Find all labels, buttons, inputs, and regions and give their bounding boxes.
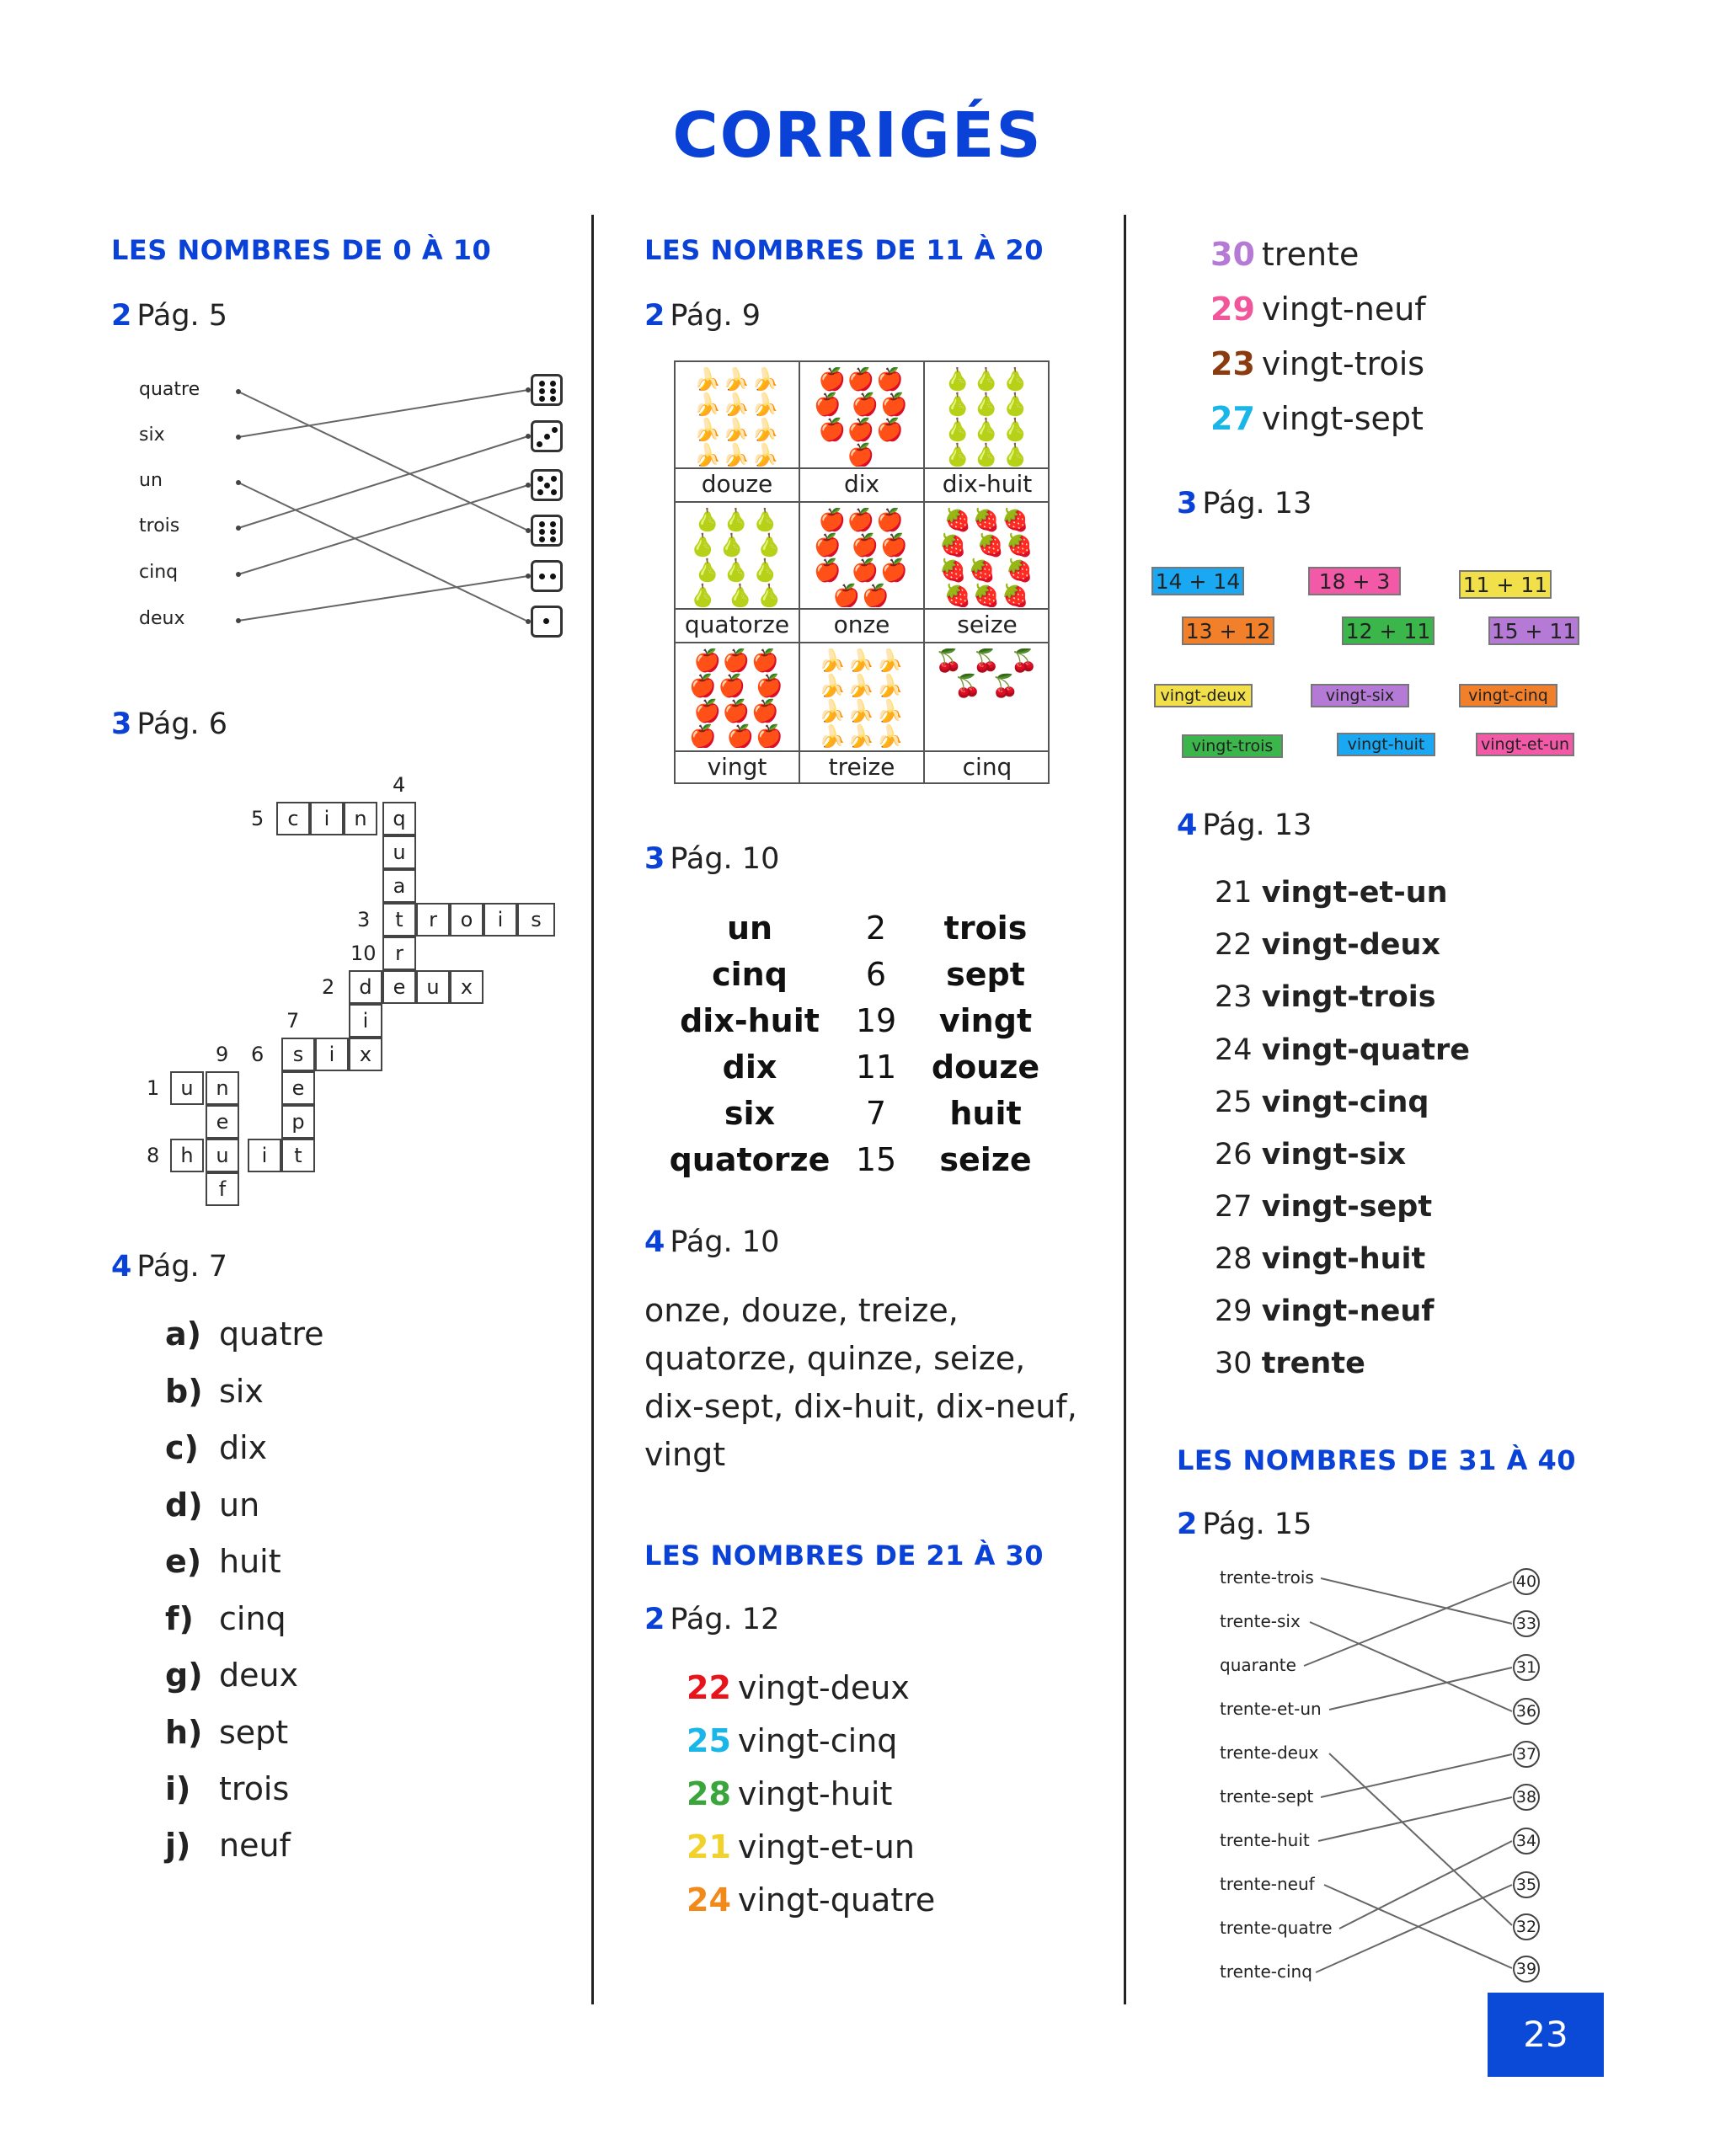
number-circle: 32 xyxy=(1513,1913,1540,1940)
pear-icon: 🍐🍐🍐🍐🍐 🍐🍐🍐🍐🍐 🍐🍐 xyxy=(689,508,785,607)
crossword-number: 7 xyxy=(286,1009,300,1033)
colored-number: 28 xyxy=(687,1775,731,1812)
crossword-number: 1 xyxy=(147,1076,160,1100)
crossword-cell: e xyxy=(281,1071,315,1105)
crossword-number: 5 xyxy=(251,807,264,830)
table-cell: douze xyxy=(931,1049,1040,1086)
exercise-3-label xyxy=(1177,487,1312,520)
exercise-number: 2 xyxy=(1177,1508,1198,1541)
sum-tag: 18 + 3 xyxy=(1308,567,1401,595)
match-word: trente-six xyxy=(1220,1611,1301,1631)
table-cell: six xyxy=(724,1095,776,1132)
colored-number: 29 xyxy=(1210,291,1255,328)
fruit-label: onze xyxy=(800,608,923,642)
dice-six-icon xyxy=(531,515,563,547)
exercise-3-label xyxy=(111,707,227,741)
exercise-number: 2 xyxy=(111,299,132,333)
crossword-cell: p xyxy=(281,1105,315,1139)
section-title-11-20: LES NOMBRES DE 11 À 20 xyxy=(644,234,1044,266)
exercise-4-label xyxy=(644,1225,779,1259)
crossword-cell: i xyxy=(310,802,344,835)
fruit-cell xyxy=(925,362,1050,503)
exercise-page: Pág. 13 xyxy=(1202,808,1312,842)
word-tag: vingt-trois xyxy=(1182,734,1283,758)
banana-icon: 🍌🍌🍌 🍌🍌🍌 🍌🍌🍌🍌🍌🍌 xyxy=(818,648,906,748)
table-cell: 19 xyxy=(855,1002,897,1039)
crossword-cell: i xyxy=(349,1004,382,1038)
crossword-number: 4 xyxy=(393,773,406,797)
fruit-label: cinq xyxy=(925,750,1050,784)
crossword-cell: r xyxy=(382,937,416,970)
exercise-page: Pág. 5 xyxy=(136,299,228,333)
fruit-label: dix xyxy=(800,467,923,501)
section-title-0-10: LES NOMBRES DE 0 À 10 xyxy=(111,234,492,266)
number-word-item: 29 vingt-neuf xyxy=(1210,291,1426,328)
colored-number: 25 xyxy=(687,1722,731,1759)
table-cell: 11 xyxy=(855,1049,897,1086)
crossword-cell: h xyxy=(170,1139,204,1172)
match-word: trente-trois xyxy=(1220,1567,1314,1588)
colored-number: 24 xyxy=(687,1881,731,1919)
crossword-cell: u xyxy=(170,1071,204,1105)
crossword-cell: u xyxy=(382,835,416,869)
match-word: deux xyxy=(139,608,185,629)
crossword-cell: x xyxy=(349,1038,382,1071)
exercise-4-label xyxy=(111,1250,227,1283)
exercise-number: 4 xyxy=(644,1225,665,1259)
dice-six-icon xyxy=(531,374,563,406)
match-word: un xyxy=(139,470,163,491)
list-item: 23 vingt-trois xyxy=(1215,980,1436,1014)
crossword-cell: e xyxy=(382,970,416,1004)
strawberry-icon: 🍓🍓🍓🍓 🍓🍓🍓🍓 🍓🍓🍓🍓 xyxy=(939,508,1035,607)
word-tag: vingt-six xyxy=(1311,684,1409,707)
exercise-4-label xyxy=(1177,808,1312,842)
fruit-label: seize xyxy=(925,608,1050,642)
table-cell: sept xyxy=(946,956,1025,993)
list-item: 21 vingt-et-un xyxy=(1215,876,1448,910)
crossword-number: 2 xyxy=(322,975,335,999)
match-word: trente-neuf xyxy=(1220,1874,1315,1894)
fruit-cell xyxy=(676,362,800,503)
exercise-page: Pág. 6 xyxy=(136,707,228,741)
word-tag: vingt-huit xyxy=(1337,733,1435,756)
exercise-number: 4 xyxy=(111,1250,132,1283)
crossword-cell: i xyxy=(484,903,517,937)
crossword-cell: r xyxy=(416,903,450,937)
fruit-cell xyxy=(800,643,925,784)
crossword-cell: s xyxy=(517,903,555,937)
table-cell: un xyxy=(726,910,773,947)
exercise-page: Pág. 13 xyxy=(1202,487,1312,520)
table-cell: vingt xyxy=(938,1002,1033,1039)
number-word-item: 22 vingt-deux xyxy=(687,1669,910,1706)
exercise-number: 2 xyxy=(644,1603,665,1636)
number-circle: 31 xyxy=(1513,1654,1540,1681)
exercise-2-label xyxy=(111,299,227,333)
sum-tag: 13 + 12 xyxy=(1182,616,1274,645)
list-item: 28 vingt-huit xyxy=(1215,1242,1426,1276)
fruit-label: vingt xyxy=(676,750,799,784)
table-cell: quatorze xyxy=(669,1141,831,1178)
exercise-page: Pág. 9 xyxy=(670,299,761,333)
fruit-cell xyxy=(676,503,800,643)
answer-item: c) dix xyxy=(165,1429,268,1466)
list-item: 22 vingt-deux xyxy=(1215,928,1441,962)
list-item: 26 vingt-six xyxy=(1215,1138,1407,1171)
page-number: 23 xyxy=(1488,1993,1604,2077)
exercise-number: 2 xyxy=(644,299,665,333)
crossword-cell: c xyxy=(276,802,310,835)
match-word: trois xyxy=(139,515,180,536)
table-cell: trois xyxy=(943,910,1028,947)
number-word-item: 21 vingt-et-un xyxy=(687,1828,915,1865)
table-cell: cinq xyxy=(712,956,788,993)
dice-five-icon xyxy=(531,469,563,501)
apple-icon: 🍎🍎🍎🍎 🍎🍎 🍎🍎🍎🍎 xyxy=(814,367,910,467)
number-circle: 37 xyxy=(1513,1741,1540,1768)
match-word: six xyxy=(139,424,165,446)
fruit-cell xyxy=(925,643,1050,784)
word-tag: vingt-cinq xyxy=(1459,684,1557,707)
answer-item: g) deux xyxy=(165,1657,299,1694)
table-cell: 15 xyxy=(855,1141,897,1178)
crossword-number: 10 xyxy=(350,942,377,965)
crossword-number: 8 xyxy=(147,1144,160,1167)
answer-item: h) sept xyxy=(165,1714,289,1751)
page-title: CORRIGÉS xyxy=(672,99,1043,172)
match-word: trente-deux xyxy=(1220,1742,1319,1763)
crossword-cell: d xyxy=(349,970,382,1004)
number-circle: 33 xyxy=(1513,1610,1540,1637)
exercise-page: Pág. 10 xyxy=(670,1225,780,1259)
number-word-item: 27 vingt-sept xyxy=(1210,400,1424,437)
colored-number: 30 xyxy=(1210,236,1255,273)
match-word: trente-cinq xyxy=(1220,1961,1312,1982)
crossword-cell: t xyxy=(382,903,416,937)
number-circle: 36 xyxy=(1513,1698,1540,1725)
fruit-label: douze xyxy=(676,467,799,501)
sum-tag: 11 + 11 xyxy=(1459,570,1552,599)
apple-icon: 🍎🍎🍎🍎 🍎🍎🍎 🍎🍎🍎🍎 xyxy=(814,508,910,607)
number-word-item: 24 vingt-quatre xyxy=(687,1881,936,1919)
exercise-page: Pág. 10 xyxy=(670,842,780,876)
answer-item: d) un xyxy=(165,1486,260,1524)
sum-tag: 14 + 14 xyxy=(1151,567,1244,595)
sequence-text: onze, douze, treize, quatorze, quinze, seize, dix-sept, dix-huit, dix-neuf, vingt xyxy=(644,1292,1077,1473)
crossword-cell: u xyxy=(206,1139,239,1172)
table-cell: huit xyxy=(949,1095,1022,1132)
crossword-cell: s xyxy=(281,1038,315,1071)
number-circle: 38 xyxy=(1513,1784,1540,1811)
answer-item: e) huit xyxy=(165,1543,281,1580)
exercise-page: Pág. 7 xyxy=(136,1250,228,1283)
answer-item: b) six xyxy=(165,1373,264,1410)
dice-four-icon xyxy=(531,560,563,592)
fruit-grid xyxy=(674,360,1050,784)
crossword-cell: i xyxy=(315,1038,349,1071)
crossword-cell: a xyxy=(382,869,416,903)
number-word-item: 25 vingt-cinq xyxy=(687,1722,898,1759)
number-word-item: 30 trente xyxy=(1210,236,1360,273)
section-title-21-30: LES NOMBRES DE 21 À 30 xyxy=(644,1540,1044,1572)
number-circle: 35 xyxy=(1513,1871,1540,1898)
table-cell: dix-huit xyxy=(680,1002,820,1039)
apple-icon: 🍎🍎🍎🍎🍎 🍎🍎🍎🍎🍎 🍎🍎 xyxy=(689,648,785,748)
fruit-label: dix-huit xyxy=(925,467,1050,501)
answer-item: j) neuf xyxy=(165,1827,291,1864)
fruit-cell xyxy=(925,503,1050,643)
list-item: 25 vingt-cinq xyxy=(1215,1086,1429,1119)
fruit-cell xyxy=(676,643,800,784)
colored-number: 22 xyxy=(687,1669,731,1706)
answer-item: a) quatre xyxy=(165,1315,324,1353)
list-item: 24 vingt-quatre xyxy=(1215,1033,1471,1067)
table-cell: dix xyxy=(722,1049,777,1086)
crossword-cell: x xyxy=(450,970,484,1004)
crossword-number: 3 xyxy=(357,908,371,931)
fruit-label: quatorze xyxy=(676,608,799,642)
match-word: trente-sept xyxy=(1220,1786,1314,1806)
match-word: trente-et-un xyxy=(1220,1699,1322,1719)
exercise-2-label xyxy=(1177,1508,1312,1541)
exercise-page: Pág. 12 xyxy=(670,1603,780,1636)
crossword-cell: n xyxy=(206,1071,239,1105)
list-item: 30 trente xyxy=(1215,1347,1365,1380)
number-circle: 40 xyxy=(1513,1568,1540,1595)
banana-icon: 🍌🍌🍌🍌🍌🍌 🍌🍌🍌🍌🍌🍌 xyxy=(693,367,781,467)
fruit-label: treize xyxy=(800,750,923,784)
list-item: 27 vingt-sept xyxy=(1215,1190,1433,1224)
match-word: trente-huit xyxy=(1220,1830,1310,1850)
word-tag: vingt-deux xyxy=(1154,684,1253,707)
crossword-number: 6 xyxy=(251,1043,264,1066)
crossword-cell: f xyxy=(206,1172,239,1206)
crossword-cell: u xyxy=(416,970,450,1004)
section-title-31-40: LES NOMBRES DE 31 À 40 xyxy=(1177,1444,1577,1476)
colored-number: 27 xyxy=(1210,400,1255,437)
number-word-item: 28 vingt-huit xyxy=(687,1775,893,1812)
number-circle: 39 xyxy=(1513,1956,1540,1983)
number-word-item: 23 vingt-trois xyxy=(1210,345,1425,382)
crossword-cell: i xyxy=(248,1139,281,1172)
dice-three-icon xyxy=(531,420,563,452)
answer-item: f) cinq xyxy=(165,1600,286,1637)
match-word: trente-quatre xyxy=(1220,1918,1333,1938)
number-circle: 34 xyxy=(1513,1828,1540,1854)
fruit-cell xyxy=(800,503,925,643)
dice-one-icon xyxy=(531,606,563,638)
table-cell: 2 xyxy=(865,910,887,947)
colored-number: 23 xyxy=(1210,345,1255,382)
exercise-number: 4 xyxy=(1177,808,1198,842)
exercise-page: Pág. 15 xyxy=(1202,1508,1312,1541)
pear-icon: 🍐🍐🍐🍐🍐🍐 🍐🍐🍐🍐🍐🍐 xyxy=(943,367,1031,467)
answer-item: i) trois xyxy=(165,1770,290,1807)
crossword-cell: n xyxy=(344,802,377,835)
crossword-cell: e xyxy=(206,1105,239,1139)
exercise-number: 3 xyxy=(111,707,132,741)
table-cell: 6 xyxy=(865,956,887,993)
exercise-number: 3 xyxy=(1177,487,1198,520)
match-word: quatre xyxy=(139,379,200,400)
match-word: quarante xyxy=(1220,1655,1296,1675)
crossword-cell: t xyxy=(281,1139,315,1172)
exercise-2-label xyxy=(644,299,761,333)
exercise-2-label xyxy=(644,1603,779,1636)
crossword-number: 9 xyxy=(216,1043,229,1066)
table-cell: 7 xyxy=(865,1095,887,1132)
fruit-cell xyxy=(800,362,925,503)
exercise-3-label xyxy=(644,842,779,876)
cherry-icon: 🍒 🍒 🍒 🍒 🍒 xyxy=(935,648,1039,699)
crossword-cell: q xyxy=(382,802,416,835)
word-tag: vingt-et-un xyxy=(1476,733,1574,756)
match-word: cinq xyxy=(139,562,179,583)
exercise-number: 3 xyxy=(644,842,665,876)
list-item: 29 vingt-neuf xyxy=(1215,1294,1435,1328)
crossword-cell: o xyxy=(450,903,484,937)
sum-tag: 15 + 11 xyxy=(1488,616,1579,645)
table-cell: seize xyxy=(939,1141,1032,1178)
colored-number: 21 xyxy=(687,1828,731,1865)
sum-tag: 12 + 11 xyxy=(1342,616,1435,645)
